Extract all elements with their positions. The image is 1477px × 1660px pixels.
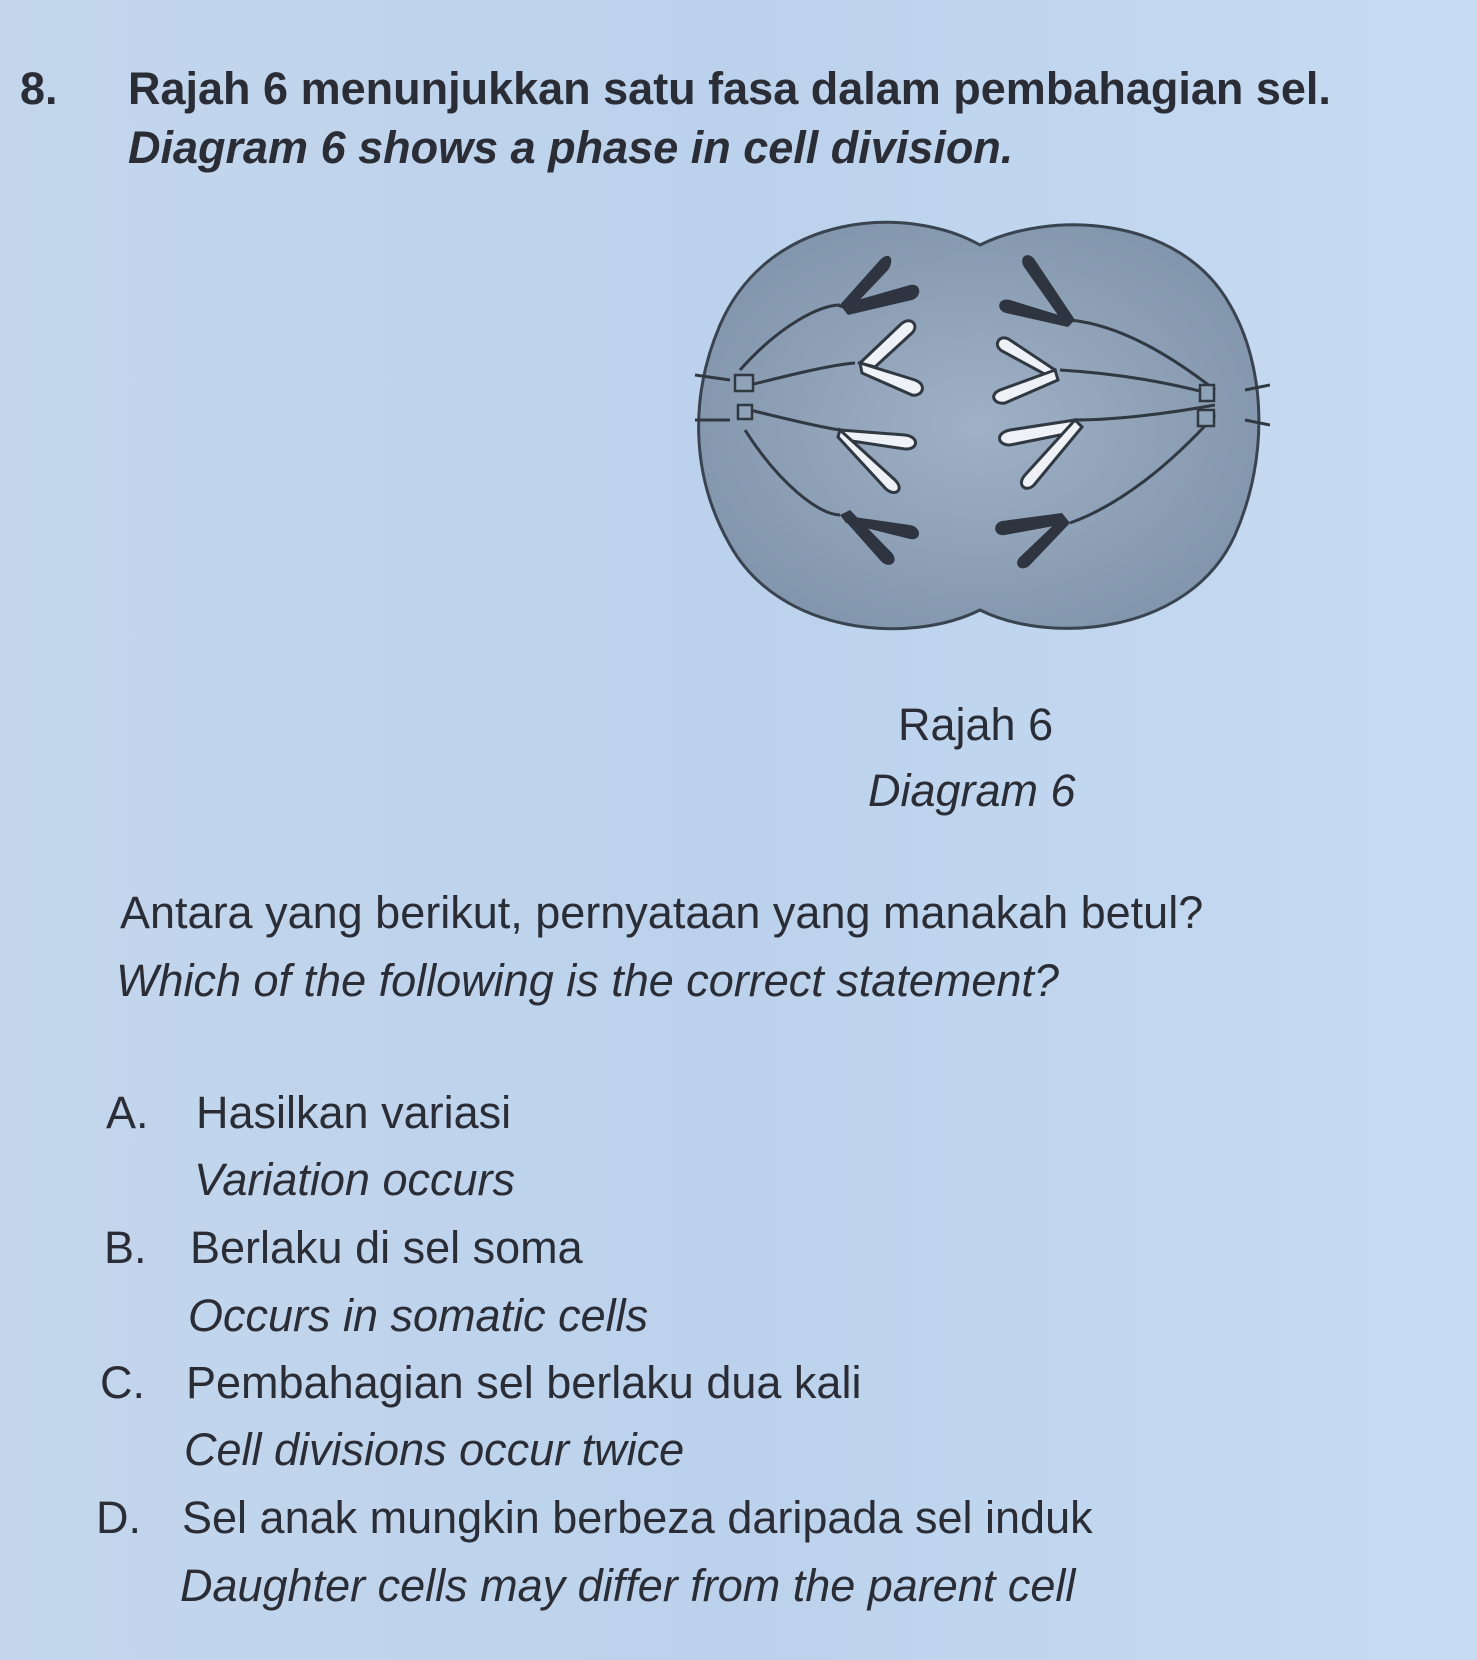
option-text-en: Daughter cells may differ from the parent cell: [180, 1560, 1076, 1611]
option-text-ms: Berlaku di sel soma: [190, 1222, 583, 1273]
option-text-ms: Sel anak mungkin berbeza daripada sel induk: [182, 1492, 1093, 1543]
cell-division-diagram: [690, 205, 1270, 650]
option-text-ms: Hasilkan variasi: [196, 1087, 512, 1138]
option-letter: D.: [96, 1492, 141, 1543]
question-text-ms: Rajah 6 menunjukkan satu fasa dalam pembahagian sel.: [128, 63, 1331, 114]
diagram-label-ms: Rajah 6: [898, 699, 1054, 750]
cell-membrane: [699, 222, 1259, 628]
option-text-en: Variation occurs: [194, 1154, 515, 1205]
option-letter: A.: [106, 1087, 149, 1138]
option-letter: B.: [104, 1222, 147, 1273]
question-number: 8.: [20, 63, 58, 114]
prompt-text-en: Which of the following is the correct statement?: [116, 955, 1059, 1006]
question-text-en: Diagram 6 shows a phase in cell division.: [128, 122, 1014, 173]
diagram-label-en: Diagram 6: [868, 765, 1076, 816]
option-text-en: Cell divisions occur twice: [184, 1424, 685, 1475]
option-text-ms: Pembahagian sel berlaku dua kali: [186, 1357, 862, 1408]
option-text-en: Occurs in somatic cells: [188, 1290, 649, 1341]
prompt-text-ms: Antara yang berikut, pernyataan yang manakah betul?: [120, 887, 1204, 938]
option-letter: C.: [100, 1357, 145, 1408]
